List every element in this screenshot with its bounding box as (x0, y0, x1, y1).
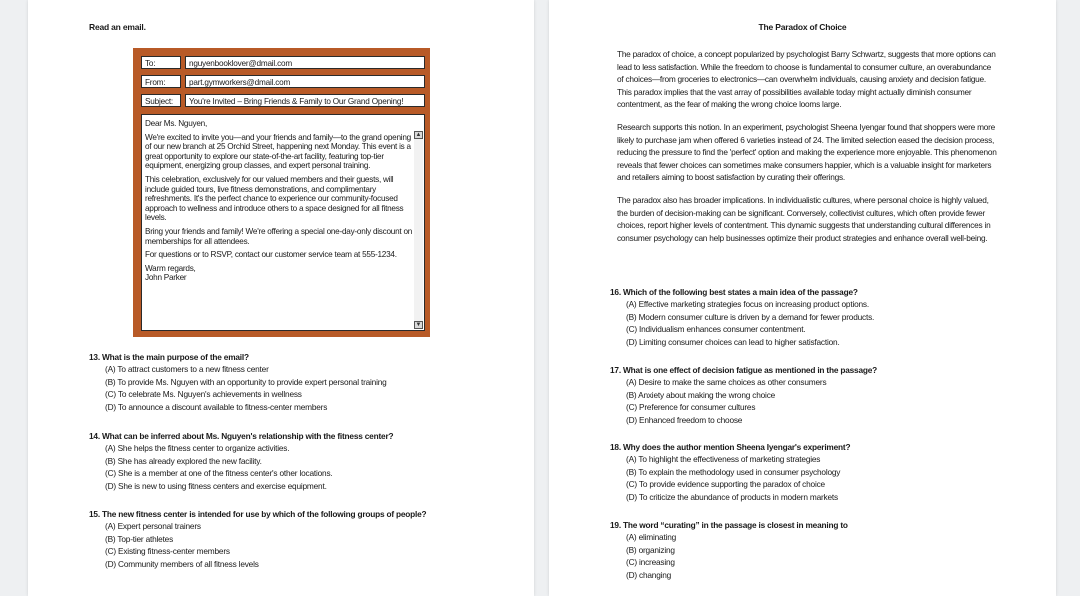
answer-option[interactable]: (B) Top-tier athletes (105, 533, 174, 544)
scroll-down-arrow-icon[interactable]: ▼ (415, 322, 422, 328)
email-paragraph: For questions or to RSVP, contact our customer service team at 555-1234. (145, 250, 397, 260)
question-title: 13. What is the main purpose of the email? (89, 352, 249, 362)
answer-option[interactable]: (A) She helps the fitness center to organize activities. (105, 443, 290, 453)
scroll-up-arrow-icon[interactable]: ▲ (415, 132, 422, 138)
answer-option[interactable]: (C) Preference for consumer cultures (626, 402, 756, 413)
passage-paragraph: The paradox also has broader implications. In individualistic cultures, where personal choice is highly valued, the burden of decision-making can be significant. Conversely, collectivist cultures, which often provide fewer choices, report higher levels of contentment. This dynamic suggests that understanding cultural differences in consumer psychology can help businesses optimize their product strategies and enhance overall well-being. (617, 194, 991, 243)
answer-option[interactable]: (D) Community members of all fitness levels (105, 558, 259, 569)
instruction-heading: Read an email. (89, 22, 146, 32)
email-closing: Warm regards, (145, 263, 196, 273)
email-signature: John Parker (145, 273, 187, 283)
passage-text (617, 48, 997, 254)
answer-option[interactable]: (D) To criticize the abundance of products in modern markets (626, 491, 838, 502)
email-body (141, 114, 425, 331)
question-16 (610, 287, 1070, 348)
question-title: 19. The word “curating” in the passage is closest in meaning to (610, 520, 848, 530)
question-title: 16. Which of the following best states a main idea of the passage? (610, 287, 858, 297)
answer-option[interactable]: (D) Enhanced freedom to choose (626, 414, 743, 425)
answer-option[interactable]: (B) Anxiety about making the wrong choice (626, 389, 776, 400)
email-scrollbar[interactable] (414, 131, 423, 329)
answer-option[interactable]: (B) She has already explored the new facility. (105, 455, 262, 466)
question-title: 18. Why does the author mention Sheena Iyengar's experiment? (610, 442, 851, 452)
answer-option[interactable]: (A) Effective marketing strategies focus on increasing product options. (626, 299, 869, 309)
answer-option[interactable]: (A) Desire to make the same choices as other consumers (626, 377, 827, 387)
answer-option[interactable]: (C) increasing (626, 557, 675, 568)
question-19 (610, 520, 1070, 581)
from-field: part.gymworkers@dmail.com (185, 75, 425, 88)
answer-option[interactable]: (C) Individualism enhances consumer contentment. (626, 324, 806, 335)
answer-option[interactable]: (B) To explain the methodology used in consumer psychology (626, 466, 841, 477)
answer-option[interactable]: (C) To celebrate Ms. Nguyen's achievements in wellness (105, 389, 302, 400)
subject-label: Subject: (141, 94, 181, 107)
answer-option[interactable]: (C) Existing fitness-center members (105, 546, 230, 557)
question-13 (89, 352, 549, 413)
question-title: 17. What is one effect of decision fatigue as mentioned in the passage? (610, 365, 878, 375)
answer-option[interactable]: (B) To provide Ms. Nguyen with an opportunity to provide expert personal training (105, 376, 387, 387)
answer-option[interactable]: (A) Expert personal trainers (105, 521, 201, 531)
answer-option[interactable]: (B) organizing (626, 544, 675, 555)
email-paragraph: Bring your friends and family! We're offering a special one-day-only discount on memberships for all attendees. (145, 226, 413, 246)
question-title: 14. What can be inferred about Ms. Nguyen's relationship with the fitness center? (89, 431, 394, 441)
answer-option[interactable]: (A) To highlight the effectiveness of marketing strategies (626, 454, 821, 464)
passage-title: The Paradox of Choice (758, 22, 847, 32)
answer-option[interactable]: (D) Limiting consumer choices can lead to higher satisfaction. (626, 336, 840, 347)
to-field: nguyenbooklover@dmail.com (185, 56, 425, 69)
email-paragraph: This celebration, exclusively for our valued members and their guests, will include guided tours, live fitness demonstrations, and complimentary refreshments. It's the perfect chance to experience our community-focused approach to wellness and introduce others to a space designed for all fitness levels. (145, 174, 404, 223)
subject-field: You're Invited – Bring Friends & Family to Our Grand Opening! (185, 94, 425, 107)
question-18 (610, 442, 1070, 503)
answer-option[interactable]: (A) eliminating (626, 532, 677, 542)
answer-option[interactable]: (B) Modern consumer culture is driven by a demand for fewer products. (626, 311, 875, 322)
to-label: To: (141, 56, 181, 69)
question-title: 15. The new fitness center is intended for use by which of the following groups of people? (89, 509, 427, 519)
left-page (28, 0, 534, 596)
answer-option[interactable]: (C) To provide evidence supporting the paradox of choice (626, 479, 825, 490)
email-widget (133, 48, 430, 337)
passage-paragraph: Research supports this notion. In an experiment, psychologist Sheena Iyengar found that shoppers were more likely to purchase jam when offered 6 varieties instead of 24. The limited selection eased the decision process, reducing the pressure to find the 'perfect' option and making the experience more enjoyable. This phenomenon reveals that fewer choices can sometimes make consumers happier, which is a valuable insight for marketers and retailers aiming to boost satisfaction by curating their offerings. (617, 121, 997, 183)
answer-option[interactable]: (D) To announce a discount available to fitness-center members (105, 401, 328, 412)
right-page (549, 0, 1056, 596)
email-paragraph: We're excited to invite you—and your friends and family—to the grand opening of our new branch at 25 Orchid Street, happening next Monday. This event is a great opportunity to explore our state-of-the-art facility, featuring top-tier equipment, energizing group classes, and expert personal training. (145, 132, 411, 171)
question-15 (89, 509, 549, 570)
answer-option[interactable]: (D) She is new to using fitness centers and exercise equipment. (105, 480, 327, 491)
question-17 (610, 365, 1070, 426)
email-salutation: Dear Ms. Nguyen, (145, 119, 207, 128)
from-label: From: (141, 75, 181, 88)
passage-paragraph: The paradox of choice, a concept popularized by psychologist Barry Schwartz, suggests that more options can lead to less satisfaction. While the freedom to choose is fundamental to consumer culture, an overabundance of choices—from groceries to electronics—can overwhelm individuals, causing anxiety and decision fatigue. This paradox implies that the vast array of possibilities available today might actually diminish consumer contentment, as the fear of making the wrong choice looms large. (617, 49, 996, 110)
question-14 (89, 431, 549, 492)
answer-option[interactable]: (C) She is a member at one of the fitness center's other locations. (105, 468, 333, 479)
answer-option[interactable]: (A) To attract customers to a new fitness center (105, 364, 269, 374)
answer-option[interactable]: (D) changing (626, 569, 672, 580)
